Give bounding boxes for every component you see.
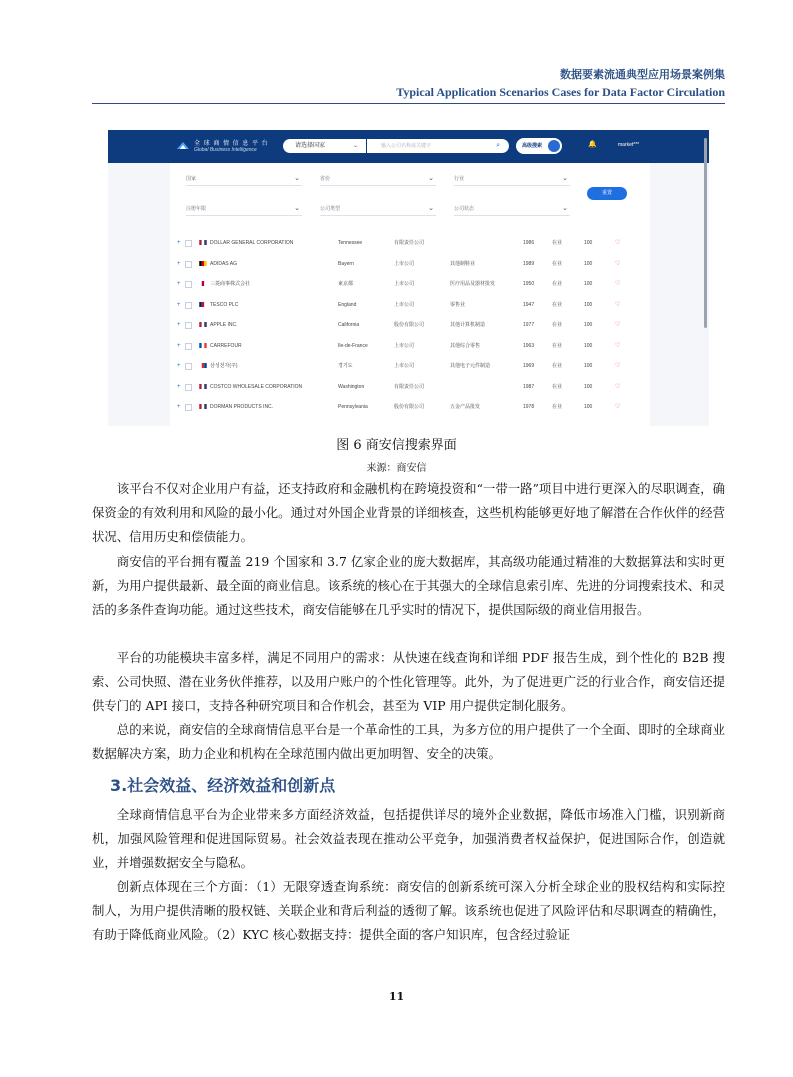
- flag-icon: [199, 261, 207, 266]
- filter-industry[interactable]: [454, 172, 570, 186]
- flag-icon: [199, 281, 207, 286]
- table-row[interactable]: [174, 400, 644, 414]
- logo-text-cn: 全 球 商 情 信 息 平 台: [194, 141, 269, 147]
- company-region: Tennessee: [338, 240, 363, 246]
- table-row[interactable]: [174, 380, 644, 394]
- flag-icon: [199, 343, 207, 348]
- flag-icon: [199, 322, 207, 327]
- flag-icon: [199, 384, 207, 389]
- chevron-down-icon: ⌄: [294, 205, 300, 212]
- filter-province-label: 省份: [320, 176, 331, 182]
- company-status: 在业: [552, 404, 563, 410]
- company-region: Pennsylvania: [338, 404, 368, 410]
- company-type: 股份有限公司: [394, 404, 425, 410]
- company-industry: 其他电子元件制造: [450, 363, 491, 369]
- bell-icon[interactable]: 🔔: [588, 141, 597, 148]
- company-industry: 零售业: [450, 301, 466, 308]
- expand-icon[interactable]: +: [177, 363, 181, 369]
- company-status: 在业: [552, 260, 563, 267]
- company-region: England: [338, 301, 357, 308]
- favorite-heart-icon[interactable]: ♡: [615, 240, 621, 246]
- company-type: 上市公司: [394, 342, 415, 349]
- filter-industry-label: 行业: [454, 176, 465, 182]
- company-status: 在业: [552, 301, 563, 308]
- chevron-down-icon: ⌄: [562, 175, 568, 182]
- company-name[interactable]: DORMAN PRODUCTS INC.: [210, 404, 274, 410]
- founded-year: 1950: [523, 281, 535, 287]
- paragraph: 全球商情信息平台为企业带来多方面经济效益，包括提供详尽的境外企业数据，降低市场准入门槛，识别新商机，加强风险管理和促进国际贸易。社会效益表现在推动公平竞争，加强消费者权益保护，促进国际合作，创造就业，并增强数据安全与隐私。: [92, 807, 725, 870]
- founded-year: 1987: [523, 383, 535, 390]
- founded-year: 1978: [523, 404, 535, 410]
- founded-year: 1963: [523, 342, 535, 349]
- table-row[interactable]: [174, 298, 644, 312]
- company-name[interactable]: COSTCO WHOLESALE CORPORATION: [210, 383, 303, 390]
- filter-company-status-label: 公司状态: [454, 206, 475, 212]
- filter-registration-year[interactable]: [186, 202, 302, 216]
- section-heading: 3.社会效益、经济效益和创新点: [110, 776, 336, 795]
- company-industry: 其他制鞋业: [450, 260, 476, 267]
- company-name[interactable]: 三菱商事株式会社: [210, 281, 251, 287]
- paragraph: 总的来说，商安信的全球商情信息平台是一个革命性的工具，为多方位的用户提供了一个全面、即时的全球商业数据解决方案，助力企业和机构在全球范围内做出更加明智、安全的决策。: [92, 722, 725, 761]
- expand-icon[interactable]: +: [177, 301, 181, 308]
- expand-icon[interactable]: +: [177, 404, 181, 410]
- row-checkbox[interactable]: [185, 322, 192, 329]
- paragraph: 创新点体现在三个方面：（1）无限穿透查询系统：商安信的创新系统可深入分析全球企业的股权结构和实际控制人，为用户提供清晰的股权链、关联企业和背后利益的透彻了解。该系统也促进了风险评估和尽职调查的精确性，有助于降低商业风险。（2）KYC 核心数据支持：提供全面的客户知识库，包含经过验证: [92, 879, 725, 942]
- country-select[interactable]: [283, 139, 366, 153]
- row-checkbox[interactable]: [185, 404, 192, 411]
- header-title-en: Typical Application Scenarios Cases for Data Factor Circulation: [396, 85, 725, 99]
- row-checkbox[interactable]: [185, 281, 192, 288]
- search-placeholder: 输入公司名称或关键字: [381, 143, 432, 149]
- user-account-name[interactable]: market***: [618, 142, 640, 148]
- company-type: 上市公司: [394, 301, 415, 308]
- company-name[interactable]: ADIDAS AG: [210, 260, 237, 267]
- company-type: 上市公司: [394, 260, 415, 267]
- filter-country-label: 国家: [186, 176, 197, 182]
- table-row[interactable]: [174, 257, 644, 271]
- company-name[interactable]: TESCO PLC: [210, 301, 239, 308]
- table-row[interactable]: [174, 277, 644, 291]
- company-score: 100: [584, 322, 593, 328]
- expand-icon[interactable]: +: [177, 383, 181, 390]
- founded-year: 1986: [523, 240, 535, 246]
- expand-icon[interactable]: +: [177, 240, 181, 246]
- company-type: 有限责任公司: [394, 240, 425, 246]
- toggle-knob-icon: [548, 140, 560, 152]
- favorite-heart-icon[interactable]: ♡: [615, 260, 621, 267]
- company-score: 100: [584, 383, 593, 390]
- company-industry: 医疗用品及器材批发: [450, 281, 496, 287]
- company-score: 100: [584, 240, 593, 246]
- flag-icon: [199, 302, 207, 307]
- table-row[interactable]: [174, 339, 644, 353]
- country-select-value: 请选择国家: [295, 143, 326, 149]
- company-score: 100: [584, 281, 593, 287]
- company-score: 100: [584, 260, 593, 267]
- company-industry: 其他综合零售: [450, 342, 481, 349]
- favorite-heart-icon[interactable]: ♡: [615, 383, 621, 390]
- company-region: 東京都: [338, 281, 354, 287]
- company-status: 在业: [552, 240, 563, 246]
- figure-caption: 图 6 商安信搜索界面: [336, 438, 457, 453]
- globe-logo-icon: [176, 139, 190, 153]
- founded-year: 1947: [523, 301, 535, 308]
- favorite-heart-icon[interactable]: ♡: [615, 363, 621, 369]
- company-status: 在业: [552, 363, 563, 369]
- company-name[interactable]: APPLE INC.: [210, 322, 238, 328]
- company-name[interactable]: DOLLAR GENERAL CORPORATION: [210, 240, 294, 246]
- reset-button[interactable]: 重置: [587, 187, 627, 200]
- chevron-down-icon: ⌄: [562, 205, 568, 212]
- advanced-search-label: 高级搜索: [522, 143, 543, 149]
- paragraph: 平台的功能模块丰富多样，满足不同用户的需求：从快速在线查询和详细 PDF 报告生成，到个性化的 B2B 搜索、公司快照、潜在业务伙伴推荐，以及用户账户的个性化管理等。此外，为了促进更广泛的行业合作，商安信还提供专门的 API 接口，支持各种研究项目和合作机会，甚至为 VIP 用户提供定制化服务。: [92, 650, 725, 713]
- company-status: 在业: [552, 322, 563, 328]
- expand-icon[interactable]: +: [177, 342, 181, 349]
- header-title-cn: 数据要素流通典型应用场景案例集: [560, 68, 725, 81]
- company-region: 경기도: [338, 363, 353, 369]
- company-region: California: [338, 322, 360, 328]
- table-row[interactable]: [174, 359, 644, 373]
- favorite-heart-icon[interactable]: ♡: [615, 322, 621, 328]
- chevron-down-icon: ⌄: [352, 143, 358, 149]
- founded-year: 1977: [523, 322, 535, 328]
- paragraph: 该平台不仅对企业用户有益，还支持政府和金融机构在跨境投资和“一带一路”项目中进行更深入的尽职调查，确保资金的有效利用和风险的最小化。通过对外国企业背景的详细核查，这些机构能够更好地了解潜在合作伙伴的经营状况、信用历史和偿债能力。: [92, 481, 725, 544]
- advanced-search-toggle[interactable]: [516, 138, 562, 154]
- company-type: 上市公司: [394, 363, 415, 369]
- company-type: 上市公司: [394, 281, 415, 287]
- scrollbar[interactable]: [704, 138, 707, 328]
- company-type: 股份有限公司: [394, 322, 425, 328]
- figure-source: 来源：商安信: [366, 463, 427, 474]
- search-interface-screenshot: [108, 130, 709, 426]
- filter-registration-year-label: 注册年限: [186, 206, 207, 212]
- paragraph: 商安信的平台拥有覆盖 219 个国家和 3.7 亿家企业的庞大数据库，其高级功能通过精准的大数据算法和实时更新，为用户提供最新、最全面的商业信息。该系统的核心在于其强大的全球信息索引库、先进的分词搜索技术、和灵活的多条件查询功能。通过这些技术，商安信能够在几乎实时的情况下，提供国际级的商业信用报告。: [92, 554, 725, 617]
- company-type: 有限责任公司: [394, 383, 425, 390]
- logo-text-en: Global Business Intelligence: [194, 147, 257, 153]
- chevron-down-icon: ⌄: [428, 175, 434, 182]
- filter-company-type[interactable]: [320, 202, 436, 216]
- company-score: 100: [584, 404, 593, 410]
- company-status: 在业: [552, 281, 563, 287]
- top-navigation-bar: [108, 130, 709, 163]
- row-checkbox[interactable]: [185, 302, 192, 309]
- page-number: 11: [388, 990, 405, 1003]
- row-checkbox[interactable]: [185, 363, 192, 370]
- row-checkbox[interactable]: [185, 343, 192, 350]
- filter-province[interactable]: [320, 172, 436, 186]
- founded-year: 1989: [523, 260, 535, 267]
- expand-icon[interactable]: +: [177, 281, 181, 287]
- expand-icon[interactable]: +: [177, 322, 181, 328]
- filter-company-type-label: 公司类型: [320, 206, 341, 212]
- flag-icon: [199, 363, 207, 368]
- company-score: 100: [584, 363, 593, 369]
- company-industry: 其他计算机制造: [450, 322, 486, 328]
- company-name[interactable]: CARREFOUR: [210, 342, 242, 349]
- company-score: 100: [584, 342, 593, 349]
- flag-icon: [199, 404, 207, 409]
- flag-icon: [199, 240, 207, 245]
- filter-country[interactable]: [186, 172, 302, 186]
- favorite-heart-icon[interactable]: ♡: [615, 301, 621, 308]
- company-name[interactable]: 삼성전자(주): [210, 363, 238, 369]
- row-checkbox[interactable]: [185, 384, 192, 391]
- filter-company-status[interactable]: [454, 202, 570, 216]
- company-status: 在业: [552, 383, 563, 390]
- founded-year: 1969: [523, 363, 535, 369]
- expand-icon[interactable]: +: [177, 260, 181, 267]
- chevron-down-icon: ⌄: [428, 205, 434, 212]
- company-score: 100: [584, 301, 593, 308]
- favorite-heart-icon[interactable]: ♡: [615, 342, 621, 349]
- favorite-heart-icon[interactable]: ♡: [615, 281, 621, 287]
- row-checkbox[interactable]: [185, 261, 192, 268]
- company-status: 在业: [552, 342, 563, 349]
- chevron-down-icon: ⌄: [294, 175, 300, 182]
- favorite-heart-icon[interactable]: ♡: [615, 404, 621, 410]
- company-region: Ile-de-France: [338, 342, 368, 349]
- company-industry: 五金产品批发: [450, 404, 481, 410]
- table-row[interactable]: [174, 318, 644, 332]
- table-row[interactable]: [174, 236, 644, 250]
- header-rule: [92, 103, 725, 104]
- search-input[interactable]: [367, 139, 509, 153]
- company-region: Bayern: [338, 260, 354, 267]
- company-region: Washington: [338, 383, 365, 390]
- search-icon[interactable]: ⌕: [496, 142, 500, 149]
- row-checkbox[interactable]: [185, 240, 192, 247]
